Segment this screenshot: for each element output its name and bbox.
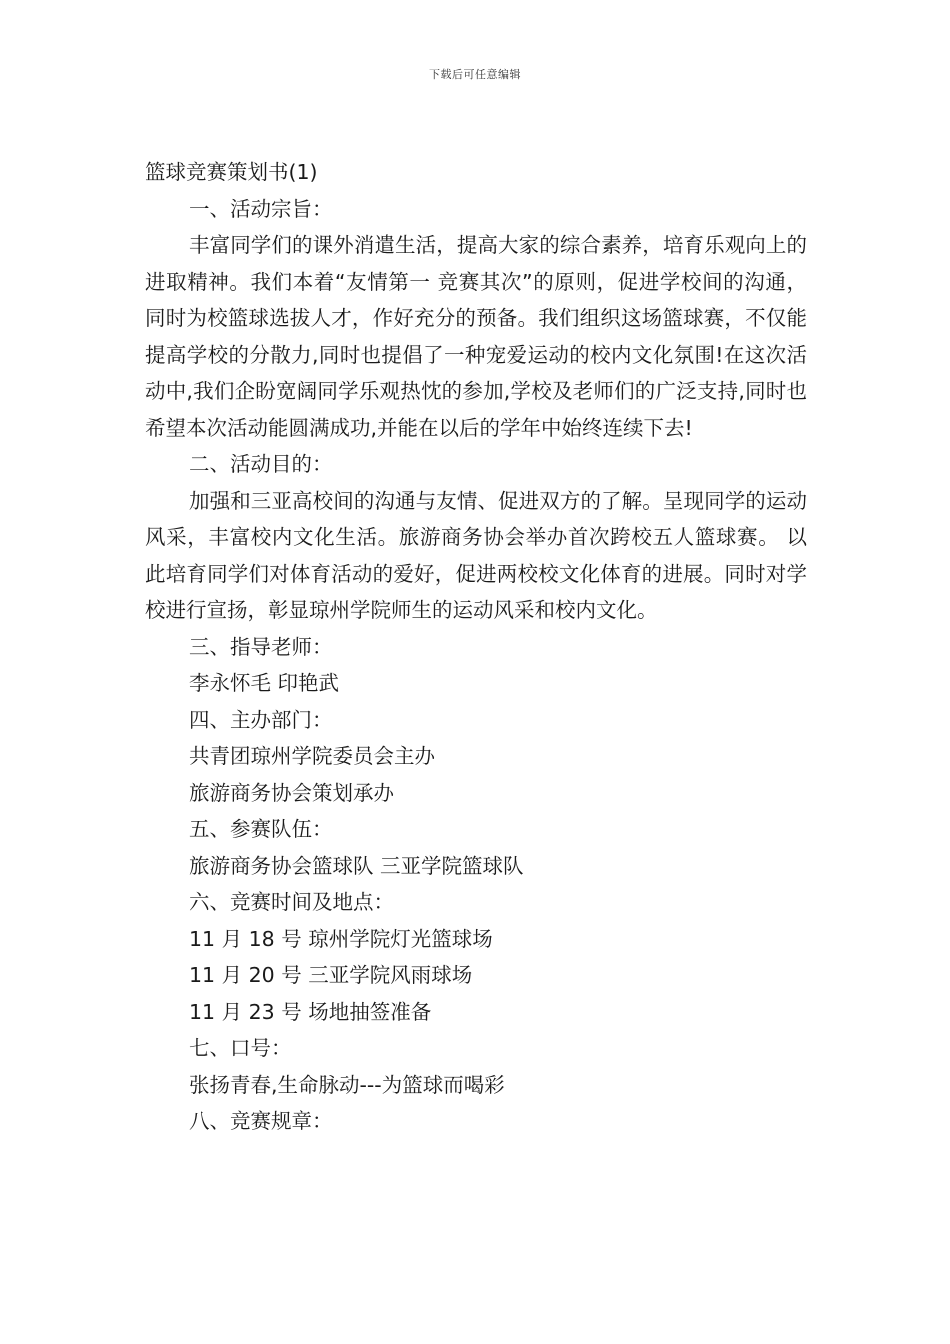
section-heading-slogan: 七、口号： <box>189 1036 292 1060</box>
organizer-host: 共青团琼州学院委员会主办 <box>189 744 435 768</box>
section-heading-teachers: 三、指导老师： <box>189 634 333 659</box>
section-heading-organizers: 四、主办部门： <box>189 707 333 732</box>
section-heading-purpose: 一、活动宗旨： <box>189 196 333 221</box>
organizer-planner: 旅游商务协会策划承办 <box>189 780 394 805</box>
header-note: 下载后可任意编辑 <box>429 68 521 81</box>
schedule-item: 11 月 18 号 琼州学院灯光篮球场 <box>189 926 493 951</box>
section-heading-rules: 八、竞赛规章： <box>189 1109 333 1133</box>
teachers-names: 李永怀毛 印艳武 <box>189 671 340 695</box>
section-heading-teams: 五、参赛队伍： <box>189 817 333 841</box>
section-heading-goal: 二、活动目的： <box>189 452 333 476</box>
section-body-purpose: 丰富同学们的课外消遣生活，提高大家的综合素养，培育乐观向上的进取精神。我们本着“友情第一 竞赛其次”的原则，促进学校间的沟通，同时为校篮球选拔人才，作好充分的预备。我们组织这场篮球赛，不仅能提高学校的分散力,同时也提倡了一种宠爱运动的校内文化氛围!在这次活动中,我们企盼宽阔同学乐观热忱的参加,学校及老师们的广泛支持,同时也希望本次活动能圆满成功,并能在以后的学年中始终连续下去! <box>145 233 807 440</box>
document-title: 篮球竞赛策划书(1) <box>145 160 318 184</box>
teams-list: 旅游商务协会篮球队 三亚学院篮球队 <box>189 853 524 878</box>
document-body <box>145 154 807 1140</box>
slogan-text: 张扬青春,生命脉动---为篮球而喝彩 <box>189 1072 505 1097</box>
schedule-item: 11 月 23 号 场地抽签准备 <box>189 999 432 1024</box>
schedule-item: 11 月 20 号 三亚学院风雨球场 <box>189 963 473 987</box>
section-heading-schedule: 六、竞赛时间及地点： <box>189 890 394 914</box>
section-body-goal: 加强和三亚高校间的沟通与友情、促进双方的了解。呈现同学的运动风采，丰富校内文化生活。旅游商务协会举办首次跨校五人篮球赛。 以此培育同学们对体育活动的爱好，促进两校校文化体育的进展。同时对学校进行宣扬，彰显琼州学院师生的运动风采和校内文化。 <box>145 488 807 622</box>
